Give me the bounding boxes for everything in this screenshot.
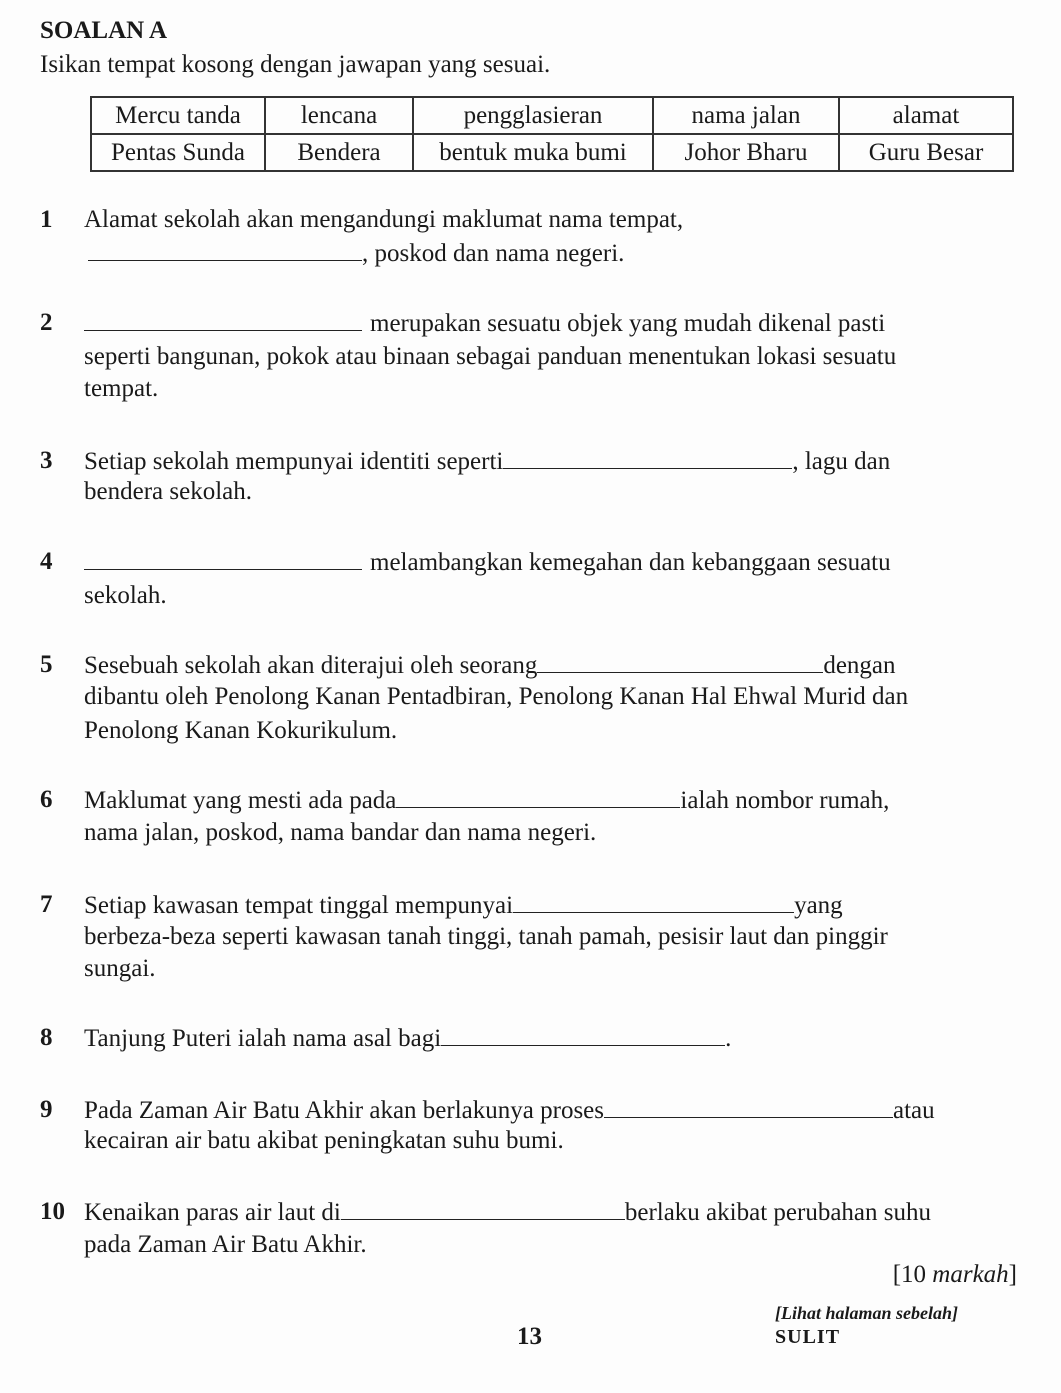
question-text: Sesebuah sekolah akan diterajui oleh seorang: [84, 652, 538, 679]
question-number: 8: [40, 1024, 53, 1051]
question-number: 9: [40, 1096, 53, 1123]
question-text: Setiap kawasan tempat tinggal mempunyai: [84, 892, 514, 919]
question-text: Alamat sekolah akan mengandungi maklumat nama tempat,: [84, 206, 684, 233]
word-bank-cell: Johor Bharu: [653, 134, 839, 171]
word-bank-cell: Pentas Sunda: [91, 134, 265, 171]
question-text: Setiap sekolah mempunyai identiti seperti: [84, 448, 504, 475]
question-text: dibantu oleh Penolong Kanan Pentadbiran, Penolong Kanan Hal Ehwal Murid dan: [84, 683, 909, 710]
question-text: sekolah.: [84, 582, 167, 609]
marks-label: [893, 1260, 1017, 1290]
question-number: 2: [40, 309, 53, 336]
question-text: , lagu dan: [792, 448, 891, 475]
question-text: seperti bangunan, pokok atau binaan sebagai panduan menentukan lokasi sesuatu: [84, 343, 897, 370]
question-number: 7: [40, 891, 53, 918]
question-text: Maklumat yang mesti ada pada: [84, 787, 397, 814]
question-text: Penolong Kanan Kokurikulum.: [84, 717, 398, 744]
word-bank-row: [91, 97, 1013, 134]
answer-blank[interactable]: [88, 238, 362, 261]
question-number: 5: [40, 651, 53, 678]
instruction: Isikan tempat kosong dengan jawapan yang sesuai.: [40, 51, 551, 78]
question-text: melambangkan kemegahan dan kebanggaan sesuatu: [370, 549, 891, 576]
word-bank-table: [90, 96, 1014, 172]
marks-close: ]: [1008, 1261, 1017, 1288]
question-text: pada Zaman Air Batu Akhir.: [84, 1231, 367, 1258]
question-text: sungai.: [84, 955, 156, 982]
answer-blank[interactable]: [441, 1023, 725, 1046]
question-text: Tanjung Puteri ialah nama asal bagi: [84, 1025, 442, 1052]
section-title: SOALAN A: [40, 17, 168, 44]
page-number: 13: [517, 1323, 542, 1350]
word-bank-cell: Guru Besar: [839, 134, 1013, 171]
question-text: bendera sekolah.: [84, 478, 252, 505]
answer-blank[interactable]: [537, 650, 823, 673]
question-text: nama jalan, poskod, nama bandar dan nama negeri.: [84, 819, 597, 846]
see-next-page: [Lihat halaman sebelah]: [775, 1303, 959, 1323]
question-text: yang: [794, 892, 843, 919]
question-number: 10: [40, 1198, 65, 1225]
word-bank-cell: bentuk muka bumi: [413, 134, 653, 171]
question-text: Kenaikan paras air laut di: [84, 1199, 341, 1226]
question-text: , poskod dan nama negeri.: [362, 240, 625, 267]
question-text: ialah nombor rumah,: [680, 787, 890, 814]
marks-word: markah: [932, 1261, 1009, 1288]
question-text: tempat.: [84, 375, 159, 402]
word-bank-cell: alamat: [839, 97, 1013, 134]
marks-open: [10: [892, 1261, 933, 1288]
word-bank-cell: pengglasieran: [413, 97, 653, 134]
question-number: 1: [40, 206, 53, 233]
question-number: 6: [40, 786, 53, 813]
question-text: Pada Zaman Air Batu Akhir akan berlakunya proses: [84, 1097, 604, 1124]
question-text: atau: [893, 1097, 935, 1124]
answer-blank[interactable]: [604, 1095, 893, 1118]
answer-blank[interactable]: [503, 446, 792, 469]
question-text: kecairan air batu akibat peningkatan suhu bumi.: [84, 1127, 564, 1154]
answer-blank[interactable]: [396, 785, 680, 808]
question-text: berlaku akibat perubahan suhu: [624, 1199, 931, 1226]
word-bank-cell: nama jalan: [653, 97, 839, 134]
question-text: .: [725, 1025, 732, 1052]
answer-blank[interactable]: [513, 890, 794, 913]
word-bank-cell: lencana: [265, 97, 413, 134]
answer-blank[interactable]: [341, 1197, 625, 1220]
question-text: dengan: [823, 652, 896, 679]
answer-blank[interactable]: [84, 547, 362, 570]
word-bank-row: [91, 134, 1013, 171]
question-number: 4: [40, 548, 53, 575]
word-bank-cell: Bendera: [265, 134, 413, 171]
word-bank-cell: Mercu tanda: [91, 97, 265, 134]
question-text: merupakan sesuatu objek yang mudah dikenal pasti: [370, 310, 886, 337]
answer-blank[interactable]: [84, 308, 362, 331]
question-text: berbeza-beza seperti kawasan tanah tinggi, tanah pamah, pesisir laut dan pinggir: [84, 923, 888, 950]
question-number: 3: [40, 447, 53, 474]
classification-label: SULIT: [775, 1326, 841, 1348]
